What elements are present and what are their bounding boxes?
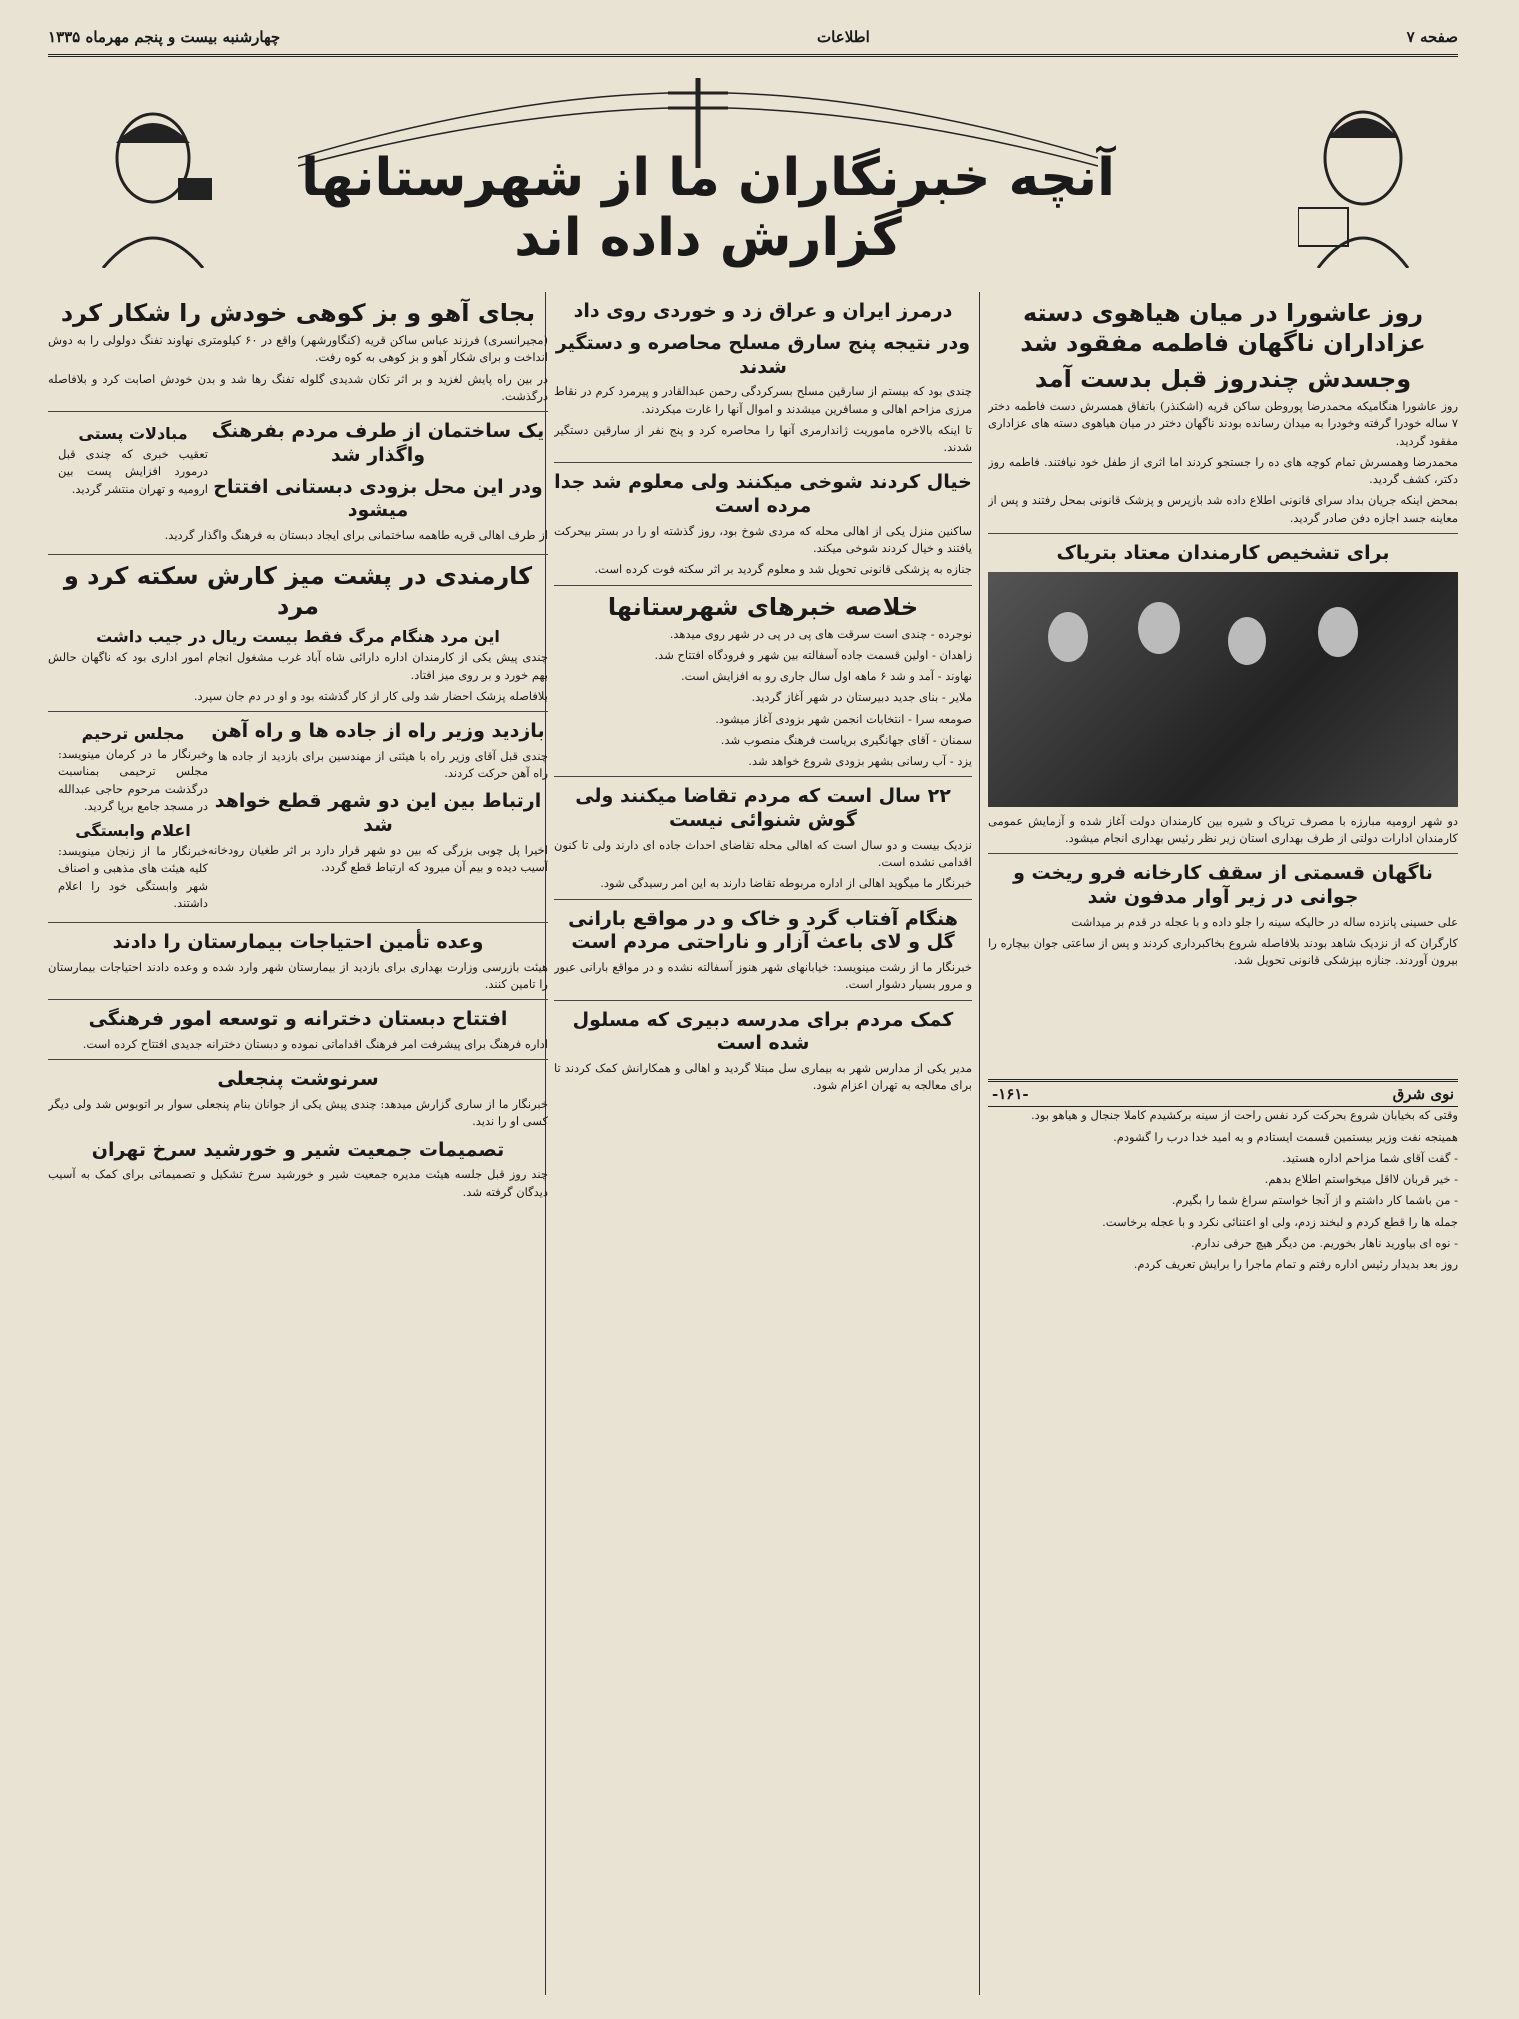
divider — [554, 776, 972, 777]
divider — [48, 999, 548, 1000]
divider — [554, 585, 972, 586]
serial-paragraph: - نوه ای بیاورید ناهار بخوریم. من دیگر هیچ حرفی ندارم. — [1191, 1235, 1458, 1250]
page-label: صفحه ۷ — [1406, 28, 1458, 46]
issue-date: چهارشنبه بیست و پنجم مهرماه ۱۳۳۵ — [48, 28, 281, 46]
serial-paragraph: جمله ها را قطع کردم و لبخند زدم، ولی او اعتنائی نکرد و با عجله برخاست. — [1102, 1214, 1458, 1229]
article-paragraph: بمحض اینکه جریان بداد سرای قانونی اطلاع داده شد بازپرس و پزشک قانونی بمحل رفتند و پس از معاینه جسد اجازه دفن صادر گردید. — [988, 493, 1458, 525]
article-paragraph: محمدرضا وهمسرش تمام کوچه های ده را جستجو کردند اما اثری از طفل خود نیافتند. فاطمه روز دکتر، کشف گردید. — [988, 454, 1458, 486]
article-paragraph: خبرنگار ما میگوید اهالی از اداره مربوطه تقاضا دارند به این امر رسیدگی شود. — [600, 876, 972, 891]
article-paragraph: تا اینکه بالاخره ماموریت ژاندارمری آنها را محاصره کرد و پنج نفر از سارقین دستگیر شدند. — [554, 422, 972, 454]
box-title: مبادلات پستی — [78, 424, 188, 443]
article-headline: خیال کردند شوخی میکنند ولی معلوم شد جدا مرده است — [554, 471, 972, 517]
article-paragraph: هیئت بازرسی وزارت بهداری برای بازدید از بیمارستان شهر وارد شده و وعده دادند احتیاجات بیمارستان را تامین کنند. — [48, 959, 548, 991]
exchange-box — [58, 418, 208, 502]
serial-paragraph: روز بعد بدیدار رئیس اداره رفتم و تمام ماجرا را برایش تعریف کردم. — [1133, 1257, 1458, 1271]
reporter-illustration-right — [1298, 98, 1428, 268]
page-header — [48, 20, 1458, 57]
article-paragraph: از طرف اهالی قریه طاهمه ساختمانی برای ایجاد دبستان به فرهنگ واگذار گردید. — [164, 528, 548, 542]
article-paragraph: چند روز قبل جلسه هیئت مدیره جمعیت شیر و خورشید سرخ تشکیل و تصمیماتی برای کمک به آسیب دیدگان گرفته شد. — [48, 1167, 548, 1199]
divider — [988, 853, 1458, 854]
divider — [554, 462, 972, 463]
summary-item: نوجرده - چندی است سرقت های پی در پی در شهر روی میدهد. — [669, 626, 972, 641]
box-paragraph: تعقیب خبری که چندی قبل درمورد افزایش پست بین ارومیه و تهران منتشر گردید. — [58, 447, 208, 496]
article-paragraph: مدیر یکی از مدارس شهر به بیماری سل مبتلا گردید و اهالی و همکارانش کمک کردند تا برای معالجه به تهران اعزام شود. — [554, 1061, 972, 1093]
article-paragraph: کارگران که از نزدیک شاهد بودند بلافاصله شروع بخاکبرداری کردند و پس از ساعتی جوان بیچاره را بیرون آوردند. جنازه بپزشکی قانونی تحویل شد. — [988, 935, 1458, 967]
article-headline: یک ساختمان از طرف مردم بفرهنگ واگذار شد — [211, 420, 545, 466]
banner-title: آنچه خبرنگاران ما از شهرستانها گزارش داده اند — [301, 148, 1115, 268]
article-headline: وعده تأمین احتیاجات بیمارستان را دادند — [112, 931, 484, 953]
serial-paragraph: همینجه نفت وزیر بیستمین قسمت ایستادم و به امید خدا درب را گشودم. — [1113, 1129, 1458, 1144]
article-paragraph: خبرنگار ما از رشت مینویسد: خیابانهای شهر هنوز آسفالته نشده و در مواقع بارانی عبور و مرور بسیار دشوار است. — [554, 960, 972, 992]
article-paragraph: چندی قبل آقای وزیر راه با هیئتی از مهندسین برای بازدید از جاده ها و راه آهن حرکت کردند. — [208, 748, 548, 780]
summary-item: ملایر - بنای جدید دبیرستان در شهر آغاز گردید. — [751, 690, 972, 705]
article-headline: ۲۲ سال است که مردم تقاضا میکنند ولی گوش شنوائی نیست — [575, 785, 951, 831]
news-photo — [988, 572, 1458, 807]
article-paragraph: اخیرا پل چوبی بزرگی که بین دو شهر قرار دارد بر اثر طغیان رودخانه آسیب دیده و بیم آن میرود که ارتباط قطع گردد. — [208, 842, 548, 874]
serial-number: -۱۶۱- — [992, 1085, 1029, 1104]
article-headline: تصمیمات جمعیت شیر و خورشید سرخ تهران — [91, 1138, 505, 1161]
box-paragraph: خبرنگار ما از زنجان مینویسد: کلیه هیئت های مذهبی و اصناف شهر وابستگی خود را اعلام داشتند. — [58, 844, 208, 910]
box-paragraph: خبرنگار ما در کرمان مینویسد: مجلس ترحیمی بمناسبت درگذشت مرحوم حاجی عبدالله در مسجد جامع برپا گردید. — [58, 747, 208, 813]
middle-column — [554, 292, 972, 1992]
article-subhead: ودر این محل بزودی دبستانی افتتاح میشود — [213, 475, 543, 522]
article-headline: کمک مردم برای مدرسه دبیری که مسلول شده است — [572, 1008, 954, 1055]
article-headline: ارتباط بین این دو شهر قطع خواهد شد — [214, 790, 542, 836]
divider — [48, 711, 548, 712]
serial-paragraph: - گفت آقای شما مزاحم اداره هستید. — [1282, 1150, 1458, 1165]
article-headline: درمرز ایران و عراق زد و خوردی روی داد — [573, 300, 953, 322]
summary-item: نهاوند - آمد و شد ۶ ماهه اول سال جاری رو به افزایش است. — [680, 669, 972, 683]
article-headline: سرنوشت پنجعلی — [217, 1068, 379, 1091]
reporter-illustration-left — [88, 98, 218, 268]
article-headline: روز عاشورا در میان هیاهوی دسته عزاداران ناگهان فاطمه مفقود شد — [1020, 299, 1426, 357]
mourning-box — [58, 718, 208, 916]
serial-header — [988, 1079, 1458, 1107]
article-headline: هنگام آفتاب گرد و خاک و در مواقع بارانی گل و لای باعث آزار و ناراحتی مردم است — [568, 907, 958, 954]
article-paragraph: اداره فرهنگ برای پیشرفت امر فرهنگ اقداماتی نموده و دبستان دخترانه جدیدی افتتاح کرده است. — [82, 1037, 548, 1051]
divider — [988, 533, 1458, 534]
article-paragraph: علی حسینی پانزده ساله در حالیکه سینه را جلو داده و با عجله در قدم بر میداشت — [1071, 914, 1458, 929]
article-paragraph: دو شهر ارومیه مبارزه با مصرف تریاک و شیره بین کارمندان دولت آغاز شده و آزمایش عمومی کارمندان ادارات دولتی از طرف بهداری استان زیر نظر رئیس بهداری انجام میشود. — [988, 813, 1458, 845]
divider — [48, 411, 548, 412]
divider — [48, 554, 548, 555]
summary-item: زاهدان - اولین قسمت جاده آسفالته بین شهر و فرودگاه افتتاح شد. — [654, 647, 972, 662]
divider — [554, 899, 972, 900]
paper-name: اطلاعات — [817, 28, 870, 46]
box-title: مجلس ترحیم — [81, 724, 185, 743]
article-paragraph: خبرنگار ما از ساری گزارش میدهد: چندی پیش یکی از جوانان بنام پنجعلی سوار بر اتوبوس شد ولی دیگر کسی او را ندید. — [48, 1097, 548, 1129]
newspaper-page — [48, 20, 1458, 1995]
serial-paragraph: وقتی که بخیابان شروع بحرکت کرد نفس راحت از سینه برکشیدم کاملا جنجال و هیاهو بود. — [1030, 1108, 1458, 1123]
article-headline: بازدید وزیر راه از جاده ها و راه آهن — [211, 720, 545, 742]
article-headline: کارمندی در پشت میز کارش سکته کرد و مرد — [63, 562, 533, 621]
article-paragraph: (مجیرانسری) فرزند عباس ساکن قریه (کنگاورشهر) واقع در ۶۰ کیلومتری نهاوند تفنگ دولولی را به دوش انداخت و برای شکار آهو و بز کوهی به کوه رفت. — [48, 333, 548, 365]
article-paragraph: بلافاصله پزشک احضار شد ولی کار از کار گذشته بود و او در دم جان سپرد. — [193, 688, 548, 703]
divider — [554, 1000, 972, 1001]
photo-caption: برای تشخیص کارمندان معتاد بتریاک — [1056, 541, 1390, 564]
divider — [48, 1059, 548, 1060]
summary-item: صومعه سرا - انتخابات انجمن شهر بزودی آغاز میشود. — [715, 711, 972, 726]
serial-paragraph: - من باشما کار داشتم و از آنجا خواستم سراغ شما را بگیرم. — [1171, 1193, 1458, 1208]
article-paragraph: چندی پیش یکی از کارمندان اداره دارائی شاه آباد غرب مشغول انجام امور اداری بود که ناگهان حالش بهم خورد و بر روی میز افتاد. — [48, 650, 548, 682]
summary-item: یزد - آب رسانی بشهر بزودی شروع خواهد شد. — [748, 754, 972, 768]
serial-paragraph: - خیر قربان لااقل میخواستم اطلاع بدهم. — [1264, 1172, 1458, 1186]
section-banner — [48, 68, 1458, 278]
section-title: خلاصه خبرهای شهرستانها — [607, 592, 919, 621]
article-headline: بجای آهو و بز کوهی خودش را شکار کرد — [60, 299, 536, 327]
box-title: اعلام وابستگی — [75, 821, 191, 840]
article-paragraph: ساکنین منزل یکی از اهالی محله که مردی شوخ بود، روز گذشته او را در بستر بیحرکت یافتند و خیال کردند شوخی میکند. — [554, 523, 972, 555]
article-paragraph: چندی بود که بیستم از سارقین مسلح بسرکردگی رحمن عبدالقادر و پیرمرد کرم در نقاط مرزی مزاحم اهالی و مسافرین میشدند و اموال آنها را غارت میکردند. — [554, 384, 972, 416]
column-divider — [979, 292, 980, 1995]
serial-title: نوی شرق — [1392, 1085, 1454, 1104]
article-subhead: این مرد هنگام مرگ فقط بیست ریال در جیب داشت — [96, 627, 500, 647]
article-paragraph: در بین راه پایش لغزید و بر اثر تکان شدیدی گلوله تفنگ رها شد و بدن خودش اصابت کرد و بلافاصله درگذشت. — [48, 371, 548, 403]
article-headline: ناگهان قسمتی از سقف کارخانه فرو ریخت و جوانی در زیر آوار مدفون شد — [1013, 862, 1433, 908]
left-column — [48, 292, 548, 1992]
divider — [48, 922, 548, 923]
article-headline: افتتاح دبستان دخترانه و توسعه امور فرهنگی — [88, 1008, 508, 1031]
article-paragraph: روز عاشورا هنگامیکه محمدرضا پوروطن ساکن قریه (اشکنذر) باتفاق همسرش دست فاطمه دختر ۷ ساله خودرا گرفته وخودرا به میدان رسانده بودند ناگهان دختر در میان هیاهوی دسته های عزاداری مفقود گردید. — [988, 399, 1458, 448]
summary-item: سمنان - آقای جهانگیری بریاست فرهنگ منصوب شد. — [720, 732, 972, 747]
article-paragraph: جنازه به پزشکی قانونی تحویل شد و معلوم گردید بر اثر سکته فوت کرده است. — [594, 562, 972, 577]
right-column — [988, 292, 1458, 1992]
article-subhead: ودر نتیجه پنج سارق مسلح محاصره و دستگیر شدند — [555, 331, 971, 378]
article-paragraph: نزدیک بیست و دو سال است که اهالی محله تقاضای احداث جاده ای دارند ولی تا کنون اقدامی نشده است. — [554, 837, 972, 869]
article-subhead: وجسدش چندروز قبل بدست آمد — [1034, 365, 1412, 393]
